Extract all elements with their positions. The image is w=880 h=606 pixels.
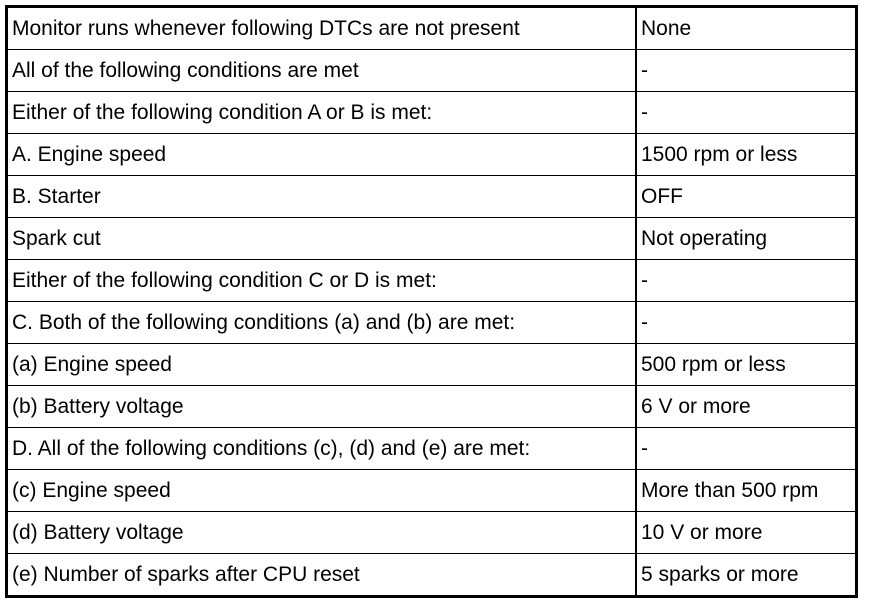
condition-cell: Spark cut [8, 217, 636, 259]
value-cell: 500 rpm or less [636, 344, 855, 386]
table-row [8, 175, 855, 217]
table-row [8, 91, 855, 133]
value-cell: 10 V or more [636, 512, 855, 554]
table-row [8, 512, 855, 554]
value-cell: 6 V or more [636, 386, 855, 428]
value-cell: - [636, 301, 855, 343]
condition-cell: (a) Engine speed [8, 344, 636, 386]
value-cell: - [636, 428, 855, 470]
value-cell: 1500 rpm or less [636, 133, 855, 175]
condition-cell: Either of the following condition A or B is met: [8, 91, 636, 133]
table-row [8, 49, 855, 91]
table-row [8, 133, 855, 175]
table-row [8, 386, 855, 428]
table-row [8, 344, 855, 386]
value-cell: None [636, 8, 855, 49]
table-row [8, 554, 855, 595]
table-row [8, 259, 855, 301]
value-cell: - [636, 259, 855, 301]
value-cell: More than 500 rpm [636, 470, 855, 512]
value-cell: OFF [636, 175, 855, 217]
conditions-table-container [5, 5, 858, 598]
table-row [8, 428, 855, 470]
value-cell: Not operating [636, 217, 855, 259]
condition-cell: D. All of the following conditions (c), (d) and (e) are met: [8, 428, 636, 470]
table-row [8, 8, 855, 49]
condition-cell: (d) Battery voltage [8, 512, 636, 554]
condition-cell: A. Engine speed [8, 133, 636, 175]
table-row [8, 301, 855, 343]
condition-cell: All of the following conditions are met [8, 49, 636, 91]
condition-cell: (c) Engine speed [8, 470, 636, 512]
condition-cell: B. Starter [8, 175, 636, 217]
condition-cell: C. Both of the following conditions (a) and (b) are met: [8, 301, 636, 343]
value-cell: 5 sparks or more [636, 554, 855, 595]
table-row [8, 217, 855, 259]
condition-cell: Either of the following condition C or D is met: [8, 259, 636, 301]
value-cell: - [636, 91, 855, 133]
condition-cell: (b) Battery voltage [8, 386, 636, 428]
condition-cell: (e) Number of sparks after CPU reset [8, 554, 636, 595]
value-cell: - [636, 49, 855, 91]
table-row [8, 470, 855, 512]
monitor-conditions-table [8, 8, 855, 595]
condition-cell: Monitor runs whenever following DTCs are not present [8, 8, 636, 49]
